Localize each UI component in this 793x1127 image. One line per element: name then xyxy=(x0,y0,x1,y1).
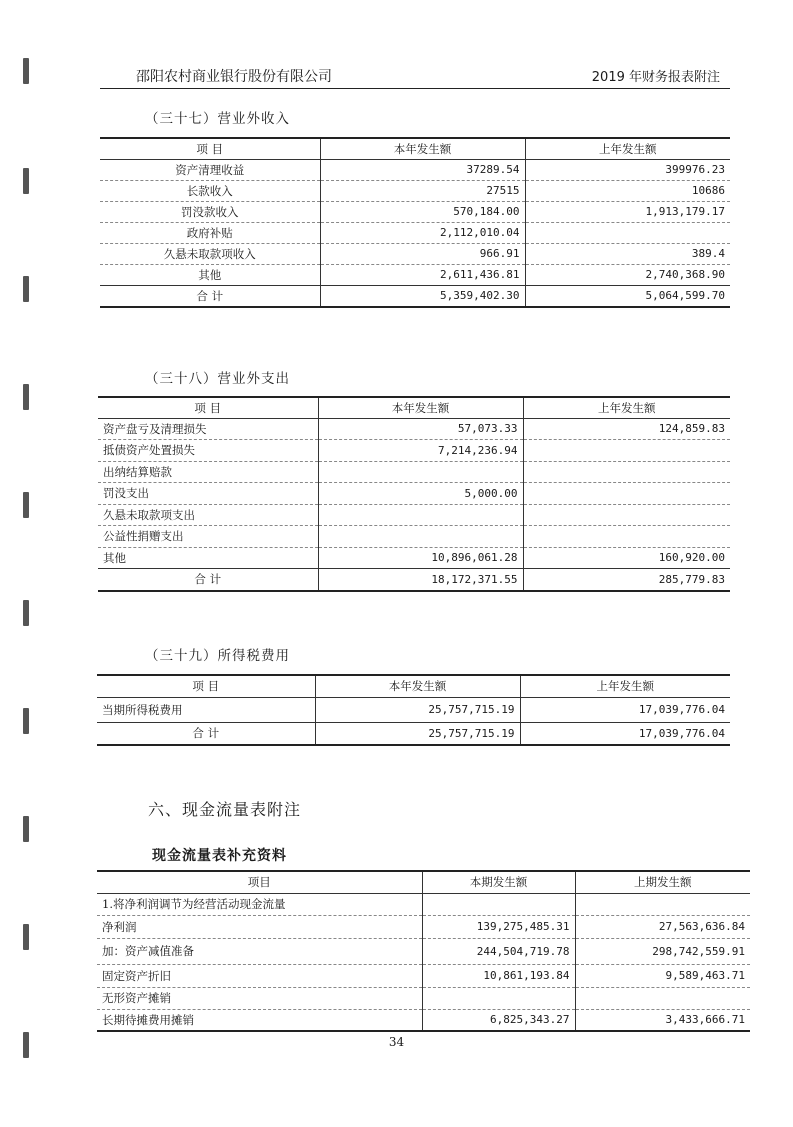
binding-mark xyxy=(23,58,29,84)
row-item: 1.将净利润调节为经营活动现金流量 xyxy=(97,893,422,915)
row-current: 139,275,485.31 xyxy=(422,915,575,938)
column-header-previous: 上年发生额 xyxy=(523,397,730,418)
row-previous xyxy=(523,483,730,505)
column-header-item: 项 目 xyxy=(98,397,318,418)
row-current xyxy=(318,526,523,548)
column-header-current: 本期发生额 xyxy=(422,871,575,893)
row-current: 10,861,193.84 xyxy=(422,964,575,987)
row-item: 长款收入 xyxy=(100,180,320,201)
binding-mark xyxy=(23,492,29,518)
table-row xyxy=(98,547,730,569)
row-current: 57,073.33 xyxy=(318,418,523,440)
table-row xyxy=(98,483,730,505)
row-item: 资产清理收益 xyxy=(100,159,320,180)
table-row xyxy=(97,938,750,964)
row-previous: 10686 xyxy=(525,180,730,201)
row-previous: 285,779.83 xyxy=(523,569,730,591)
row-previous xyxy=(525,222,730,243)
table-row xyxy=(97,893,750,915)
row-previous xyxy=(523,526,730,548)
row-previous: 27,563,636.84 xyxy=(575,915,750,938)
row-previous: 389.4 xyxy=(525,243,730,264)
table-row xyxy=(100,264,730,285)
row-current: 6,825,343.27 xyxy=(422,1009,575,1031)
row-current: 25,757,715.19 xyxy=(315,697,520,722)
binding-mark xyxy=(23,708,29,734)
row-item: 合 计 xyxy=(97,722,315,745)
page-header xyxy=(100,66,730,89)
row-current xyxy=(422,893,575,915)
row-current xyxy=(318,504,523,526)
row-current: 25,757,715.19 xyxy=(315,722,520,745)
row-previous: 17,039,776.04 xyxy=(520,722,730,745)
binding-mark xyxy=(23,600,29,626)
row-item: 固定资产折旧 xyxy=(97,964,422,987)
table-cash-flow-supplement xyxy=(97,870,750,1032)
row-item: 久悬未取款项支出 xyxy=(98,504,318,526)
table-row xyxy=(97,697,730,722)
table-non-operating-expense xyxy=(98,396,730,592)
row-item: 其他 xyxy=(98,547,318,569)
row-current: 244,504,719.78 xyxy=(422,938,575,964)
section-6-subtitle: 现金流量表补充资料 xyxy=(152,848,287,864)
row-item: 无形资产摊销 xyxy=(97,987,422,1009)
row-previous xyxy=(523,461,730,483)
row-current: 5,000.00 xyxy=(318,483,523,505)
row-item: 净利润 xyxy=(97,915,422,938)
report-title: 2019 年财务报表附注 xyxy=(591,70,720,85)
row-item: 加：资产减值准备 xyxy=(97,938,422,964)
table-row xyxy=(97,915,750,938)
row-item: 罚没支出 xyxy=(98,483,318,505)
row-current: 966.91 xyxy=(320,243,525,264)
row-item: 资产盘亏及清理损失 xyxy=(98,418,318,440)
row-previous: 124,859.83 xyxy=(523,418,730,440)
row-current xyxy=(318,461,523,483)
column-header-current: 本年发生额 xyxy=(315,675,520,697)
table-row xyxy=(100,180,730,201)
table-row xyxy=(97,1009,750,1031)
page-number: 34 xyxy=(388,1035,405,1049)
row-previous: 2,740,368.90 xyxy=(525,264,730,285)
row-item: 合 计 xyxy=(100,285,320,307)
column-header-item: 项目 xyxy=(97,871,422,893)
total-row xyxy=(100,285,730,307)
row-previous: 160,920.00 xyxy=(523,547,730,569)
column-header-previous: 上期发生额 xyxy=(575,871,750,893)
column-header-item: 项 目 xyxy=(100,138,320,159)
row-previous: 399976.23 xyxy=(525,159,730,180)
section-39-title: （三十九）所得税费用 xyxy=(145,648,290,664)
row-item: 合 计 xyxy=(98,569,318,591)
table-row xyxy=(98,440,730,462)
row-current: 10,896,061.28 xyxy=(318,547,523,569)
table-row xyxy=(100,222,730,243)
table-row xyxy=(100,243,730,264)
section-6-title: 六、现金流量表附注 xyxy=(148,800,302,819)
row-current: 2,611,436.81 xyxy=(320,264,525,285)
table-row xyxy=(98,526,730,548)
row-previous xyxy=(523,504,730,526)
row-previous xyxy=(575,987,750,1009)
table-row xyxy=(100,201,730,222)
row-previous: 5,064,599.70 xyxy=(525,285,730,307)
row-item: 当期所得税费用 xyxy=(97,697,315,722)
row-previous: 17,039,776.04 xyxy=(520,697,730,722)
row-current: 27515 xyxy=(320,180,525,201)
column-header-item: 项 目 xyxy=(97,675,315,697)
section-37-title: （三十七）营业外收入 xyxy=(145,111,290,127)
row-item: 其他 xyxy=(100,264,320,285)
table-row xyxy=(100,159,730,180)
row-current: 18,172,371.55 xyxy=(318,569,523,591)
table-income-tax xyxy=(97,674,730,746)
row-current: 5,359,402.30 xyxy=(320,285,525,307)
row-item: 久悬未取款项收入 xyxy=(100,243,320,264)
total-row xyxy=(98,569,730,591)
row-current: 2,112,010.04 xyxy=(320,222,525,243)
column-header-previous: 上年发生额 xyxy=(525,138,730,159)
row-current: 37289.54 xyxy=(320,159,525,180)
binding-mark xyxy=(23,168,29,194)
row-item: 抵债资产处置损失 xyxy=(98,440,318,462)
column-header-current: 本年发生额 xyxy=(320,138,525,159)
row-previous: 298,742,559.91 xyxy=(575,938,750,964)
row-current xyxy=(422,987,575,1009)
binding-mark xyxy=(23,816,29,842)
binding-mark xyxy=(23,924,29,950)
row-current: 570,184.00 xyxy=(320,201,525,222)
company-name: 邵阳农村商业银行股份有限公司 xyxy=(136,69,332,85)
column-header-previous: 上年发生额 xyxy=(520,675,730,697)
row-item: 政府补贴 xyxy=(100,222,320,243)
table-row xyxy=(98,504,730,526)
table-non-operating-income xyxy=(100,137,730,308)
table-row xyxy=(97,987,750,1009)
binding-mark xyxy=(23,276,29,302)
row-previous xyxy=(575,893,750,915)
section-38-title: （三十八）营业外支出 xyxy=(145,371,290,387)
row-current: 7,214,236.94 xyxy=(318,440,523,462)
row-item: 出纳结算赔款 xyxy=(98,461,318,483)
total-row xyxy=(97,722,730,745)
row-previous: 9,589,463.71 xyxy=(575,964,750,987)
row-previous: 1,913,179.17 xyxy=(525,201,730,222)
table-row xyxy=(98,418,730,440)
table-row xyxy=(97,964,750,987)
row-previous: 3,433,666.71 xyxy=(575,1009,750,1031)
row-item: 罚没款收入 xyxy=(100,201,320,222)
table-row xyxy=(98,461,730,483)
row-item: 公益性捐赠支出 xyxy=(98,526,318,548)
row-item: 长期待摊费用摊销 xyxy=(97,1009,422,1031)
row-previous xyxy=(523,440,730,462)
binding-mark xyxy=(23,384,29,410)
column-header-current: 本年发生额 xyxy=(318,397,523,418)
